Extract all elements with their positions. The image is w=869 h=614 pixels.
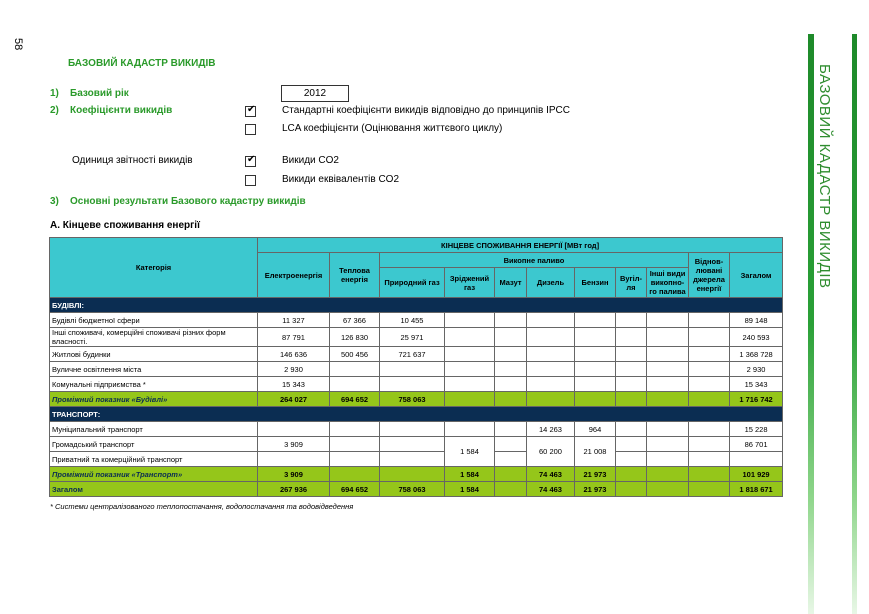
- section-buildings: БУДІВЛІ:: [50, 298, 783, 313]
- final-consumption-header: КІНЦЕВЕ СПОЖИВАННЯ ЕНЕРГІЇ [МВт год]: [258, 238, 783, 253]
- cell-diesel: 14 263: [527, 422, 575, 437]
- cell-heat: 500 456: [330, 347, 380, 362]
- cell-heat: 67 366: [330, 313, 380, 328]
- row-category: Загалом: [50, 482, 258, 497]
- table-row: [50, 362, 783, 377]
- cell-total: 240 593: [730, 328, 783, 347]
- row-category: Проміжний показник «Будівлі»: [50, 392, 258, 407]
- cell-lpg: 1 584: [445, 467, 495, 482]
- cell-gas: [380, 362, 445, 377]
- item3-num: 3): [50, 196, 59, 207]
- cell-lpg: 1 584: [445, 482, 495, 497]
- decorative-bar-left: [808, 34, 814, 614]
- cell-gas: 10 455: [380, 313, 445, 328]
- other-fossil-header: Інші види викопно-го палива: [647, 268, 689, 298]
- row-category: Інші споживачі, комерційні споживачі різних форм власності.: [50, 328, 258, 347]
- row-category: Житлові будинки: [50, 347, 258, 362]
- cell-diesel: 74 463: [527, 482, 575, 497]
- cell-petrol: 21 973: [575, 482, 616, 497]
- ipcc-checkbox[interactable]: [245, 106, 256, 117]
- cell-electricity: 87 791: [258, 328, 330, 347]
- subtotal-row-buildings: [50, 392, 783, 407]
- cell-total: 89 148: [730, 313, 783, 328]
- base-year-field[interactable]: 2012: [281, 85, 349, 102]
- cell-total: 101 929: [730, 467, 783, 482]
- cell-heat: 694 652: [330, 392, 380, 407]
- side-title: БАЗОВИЙ КАДАСТР ВИКИДІВ: [816, 64, 833, 289]
- co2-option-label: Викиди CO2: [282, 155, 339, 166]
- diesel-header: Дизель: [527, 268, 575, 298]
- check-icon: ✔: [247, 154, 256, 165]
- lpg-header: Зріджений газ: [445, 268, 495, 298]
- cell-gas: 758 063: [380, 392, 445, 407]
- table-row: [50, 422, 783, 437]
- cell-total: 15 228: [730, 422, 783, 437]
- table-row: [50, 437, 783, 452]
- coal-header: Вугіл-ля: [616, 268, 647, 298]
- table-row: [50, 347, 783, 362]
- co2-checkbox[interactable]: [245, 156, 256, 167]
- cell-total: 15 343: [730, 377, 783, 392]
- section-transport: ТРАНСПОРТ:: [50, 407, 783, 422]
- emission-factors-label: Коефіцієнти викидів: [70, 105, 173, 116]
- check-icon: ✔: [247, 104, 256, 115]
- row-category: Громадський транспорт: [50, 437, 258, 452]
- cell-electricity: 11 327: [258, 313, 330, 328]
- cell-heat: 126 830: [330, 328, 380, 347]
- table-row: [50, 328, 783, 347]
- cell-heat: [330, 362, 380, 377]
- renewable-header: Віднов-лювані джерела енергії: [689, 253, 730, 298]
- row-category: Проміжний показник «Транспорт»: [50, 467, 258, 482]
- item2-num: 2): [50, 105, 59, 116]
- category-header: Категорія: [50, 238, 258, 298]
- cell-electricity: 15 343: [258, 377, 330, 392]
- cell-gas: 721 637: [380, 347, 445, 362]
- cell-diesel-merged: 60 200: [527, 437, 575, 467]
- cell-electricity: 146 636: [258, 347, 330, 362]
- unit-label: Одиниця звітності викидів: [72, 155, 193, 166]
- item1-num: 1): [50, 88, 59, 99]
- fossil-fuel-header: Викопне паливо: [380, 253, 689, 268]
- co2-eq-option-label: Викиди еквівалентів CO2: [282, 174, 400, 185]
- main-results-label: Основні результати Базового кадастру викидів: [70, 196, 306, 207]
- row-category: Вуличне освітлення міста: [50, 362, 258, 377]
- petrol-header: Бензин: [575, 268, 616, 298]
- cell-petrol-merged: 21 008: [575, 437, 616, 467]
- table-row: [50, 452, 783, 467]
- table-row: [50, 377, 783, 392]
- footnote: * Системи централізованого теплопостачання, водопостачання та водовідведення: [50, 502, 354, 511]
- cell-total: 2 930: [730, 362, 783, 377]
- natural-gas-header: Природний газ: [380, 268, 445, 298]
- heat-header: Теплова енергія: [330, 253, 380, 298]
- row-category: Будівлі бюджетної сфери: [50, 313, 258, 328]
- lca-checkbox[interactable]: [245, 124, 256, 135]
- co2-eq-checkbox[interactable]: [245, 175, 256, 186]
- cell-electricity: 264 027: [258, 392, 330, 407]
- cell-total: 86 701: [730, 437, 783, 452]
- cell-diesel: 74 463: [527, 467, 575, 482]
- cell-heat: [330, 377, 380, 392]
- cell-electricity: 3 909: [258, 467, 330, 482]
- cell-total: 1 368 728: [730, 347, 783, 362]
- electricity-header: Електроенергія: [258, 253, 330, 298]
- cell-lpg-merged: 1 584: [445, 437, 495, 467]
- row-category: Комунальні підприємства *: [50, 377, 258, 392]
- row-category: Муніципальний транспорт: [50, 422, 258, 437]
- cell-electricity: 3 909: [258, 437, 330, 452]
- decorative-bar-right: [852, 34, 857, 614]
- cell-total: 1 818 671: [730, 482, 783, 497]
- subtotal-row-transport: [50, 467, 783, 482]
- lca-option-label: LCA коефіцієнти (Оцінювання життєвого циклу): [282, 123, 503, 134]
- grand-total-row: [50, 482, 783, 497]
- base-year-label: Базовий рік: [70, 88, 129, 99]
- page-heading: БАЗОВИЙ КАДАСТР ВИКИДІВ: [68, 58, 216, 69]
- cell-electricity: 267 936: [258, 482, 330, 497]
- ipcc-option-label: Стандартні коефіцієнти викидів відповідно до принципів IPCC: [282, 105, 570, 116]
- row-category: Приватний та комерційний транспорт: [50, 452, 258, 467]
- page-number: 58: [12, 38, 24, 51]
- energy-consumption-table: [49, 237, 783, 497]
- cell-total: 1 716 742: [730, 392, 783, 407]
- cell-electricity: 2 930: [258, 362, 330, 377]
- cell-heat: 694 652: [330, 482, 380, 497]
- table-row: [50, 313, 783, 328]
- cell-gas: [380, 377, 445, 392]
- cell-gas: 758 063: [380, 482, 445, 497]
- total-header: Загалом: [730, 253, 783, 298]
- cell-petrol: 21 973: [575, 467, 616, 482]
- cell-petrol: 964: [575, 422, 616, 437]
- section-a-title: А. Кінцеве споживання енергії: [50, 220, 200, 231]
- cell-gas: 25 971: [380, 328, 445, 347]
- fuel-oil-header: Мазут: [495, 268, 527, 298]
